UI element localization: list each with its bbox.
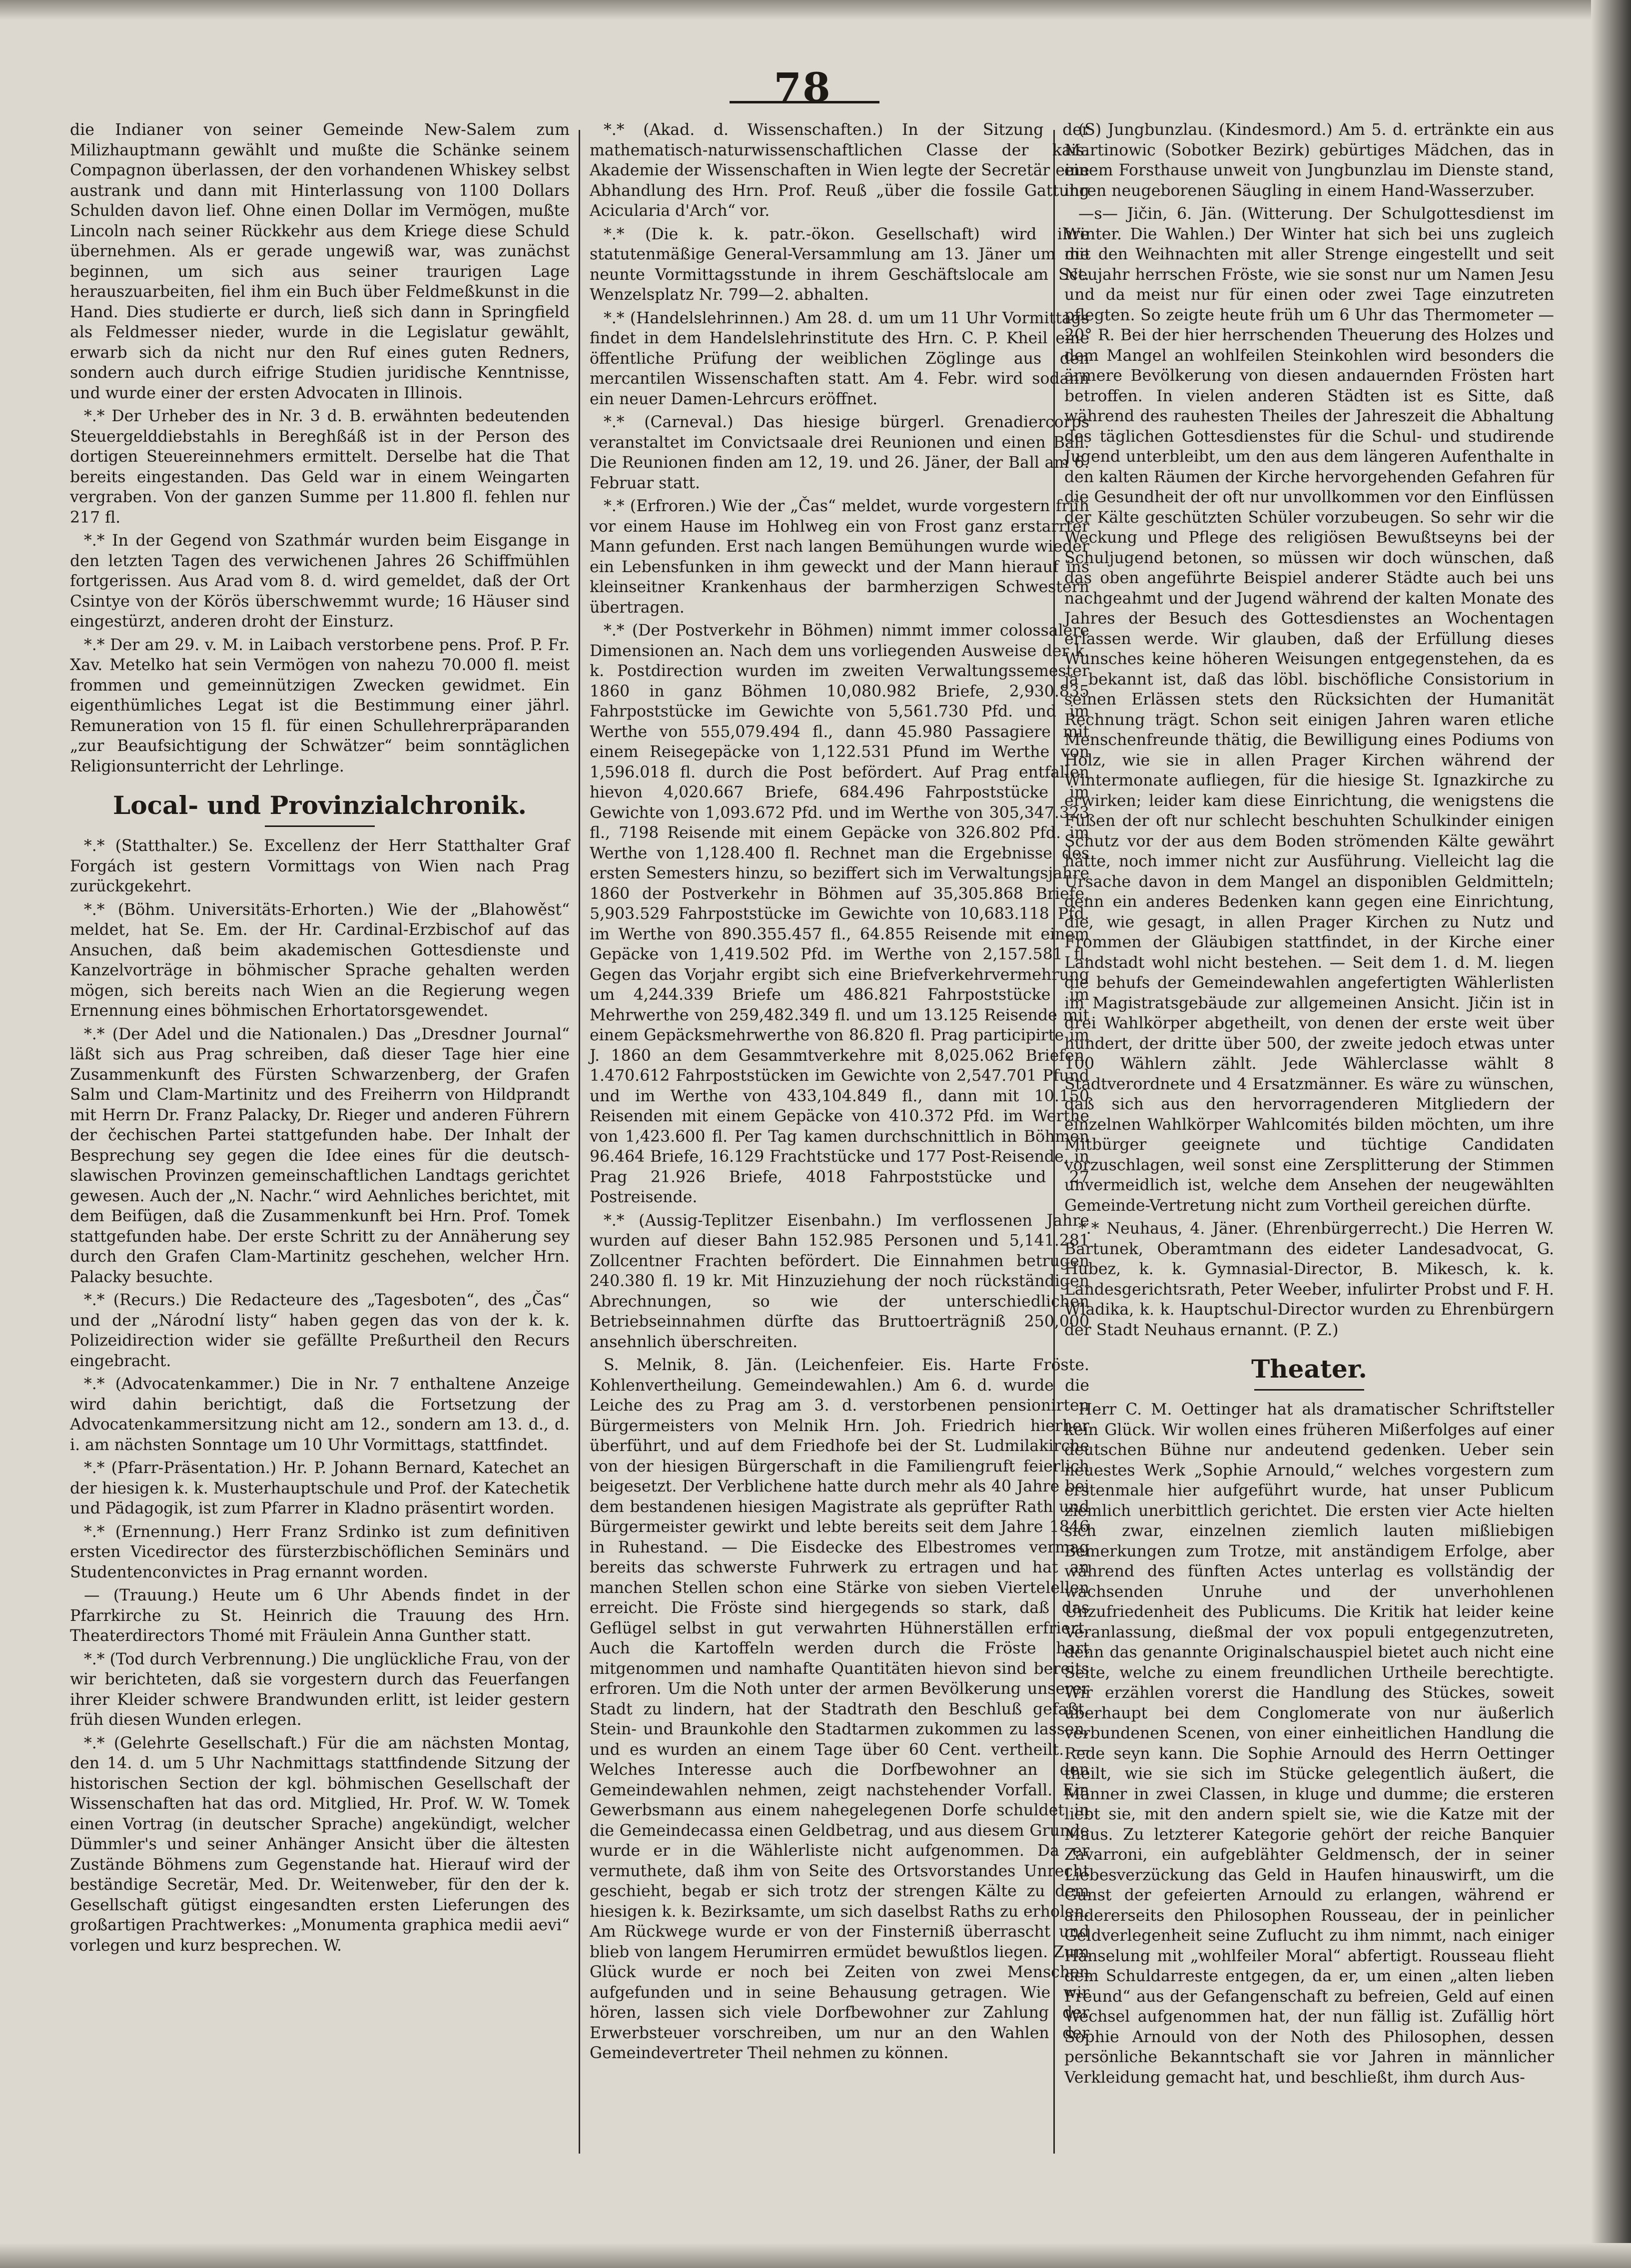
article-paragraph: *.* In der Gegend von Szathmár wurden beim Eisgange in den letzten Tagen des verwichenen Jahres 26 Schiffmühlen fortgerissen. Aus Arad vom 8. d. wird gemeldet, daß der Ort Csintye von der Körös überschwemmt wurde; 16 Häuser sind eingestürzt, anderen droht der Einsturz. [70, 532, 570, 631]
article-paragraph: *.* (Recurs.) Die Redacteure des „Tagesboten“, des „Čas“ und der „Národní listy“ haben gegen das von der k. k. Polizeidirection wider sie gefällte Preßurtheil den Recurs eingebracht. [70, 1291, 570, 1370]
section-title-theater: Theater. [1064, 1354, 1554, 1391]
article-paragraph: *.* (Böhm. Universitäts-Erhorten.) Wie der „Blahowěst“ meldet, hat Se. Em. der Hr. Cardinal-Erzbischof auf das Ansuchen, daß beim akademischen Gottesdienste und Kanzelvorträge in böhmischer Sprache gehalten werden mögen, sich bereits nach Wien an die Regierung wegen Ernennung eines böhmischen Erhortatorsgewendet. [70, 900, 570, 1020]
article-paragraph: Herr C. M. Oettinger hat als dramatischer Schriftsteller kein Glück. Wir wollen eines früheren Mißerfolges auf einer deutschen Bühne nur andeutend gedenken. Ueber sein neuestes Werk „Sophie Arnould,“ welches vorgestern zum erstenmale hier aufgeführt wurde, hat unser Publicum ziemlich unerbittlich gerichtet. Die ersten vier Acte hielten sich zwar, einzelnen ziemlich lauten mißliebigen Bemerkungen zum Trotze, mit anständigem Erfolge, aber während des fünften Actes unterlag es vollständig der wachsenden Unruhe und der unverhohlenen Unzufriedenheit des Publicums. Die Kritik hat leider keine Veranlassung, dießmal der vox populi entgegenzutreten, denn das genannte Originalschauspiel bietet auch nicht eine Seite, welche zu einem freundlichen Urtheile berechtigte. Wir erzählen vorerst die Handlung des Stückes, soweit überhaupt bei dem Conglomerate von nur äußerlich verbundenen Scenen, von einer einheitlichen Handlung die Rede seyn kann. Die Sophie Arnould des Herrn Oettinger theilt, wie sie sich im Stücke gelegentlich äußert, die Männer in zwei Classen, in kluge und dumme; die ersteren liebt sie, mit den andern spielt sie, wie die Katze mit der Maus. Zu letzterer Kategorie gehört der reiche Banquier Zavarroni, ein aufgeblähter Geldmensch, der in seiner Liebesverzückung das Geld in Haufen hinauswirft, um die Gunst der gefeierten Arnould zu erlangen, während er andererseits den Philosophen Rousseau, der in peinlicher Geldverlegenheit seine Zuflucht zu ihm nimmt, nach einiger Hänselung mit „wohlfeiler Moral“ abfertigt. Rousseau flieht dem Schuldarreste entgegen, da er, um einen „alten lieben Freund“ aus der Gefangenschaft zu befreien, Geld auf einen Wechsel aufgenommen hat, der nun fällig ist. Zufällig hört Sophie Arnould von der Noth des Philosophen, dessen persönliche Bekanntschaft sie vor Jahren in männlicher Verkleidung gemacht hat, und beschließt, ihm durch Aus- [1064, 1401, 1554, 2087]
article-paragraph: *.* (Pfarr-Präsentation.) Hr. P. Johann Bernard, Katechet an der hiesigen k. k. Musterhauptschule und Prof. der Katechetik und Pädagogik, ist zum Pfarrer in Kladno präsentirt worden. [70, 1459, 570, 1517]
scan-border-bottom [0, 2243, 1631, 2268]
column-1 [70, 120, 570, 1959]
article-paragraph: *.* Der am 29. v. M. in Laibach verstorbene pens. Prof. P. Fr. Xav. Metelko hat sein Vermögen von nahezu 70.000 fl. meist frommen und gemeinnützigen Zwecken gewidmet. Ein eigenthümliches Legat ist die Bestimmung einer jährl. Remuneration von 15 fl. für einen Schullehrerpräparanden „zur Beaufsichtigung der Schwätzer“ beim sonntäglichen Religionsunterricht der Lehrlinge. [70, 636, 570, 775]
article-paragraph: *.* (Advocatenkammer.) Die in Nr. 7 enthaltene Anzeige wird dahin berichtigt, daß die Fortsetzung der Advocatenkammersitzung nicht am 12., sondern am 13. d., d. i. am nächsten Sonntage um 10 Uhr Vormittags, stattfindet. [70, 1375, 570, 1454]
article-paragraph: *.* (Ernennung.) Herr Franz Srdinko ist zum definitiven ersten Vicedirector des fürsterzbischöflichen Seminärs und Studentenconvictes in Prag ernannt worden. [70, 1522, 570, 1581]
header-rule [730, 101, 879, 103]
scan-border-top [0, 0, 1631, 20]
article-paragraph: *.* (Akad. d. Wissenschaften.) In der Sitzung der mathematisch-naturwissenschaftlichen Classe der kais. Akademie der Wissenschaften in Wien legte der Secretär eine Abhandlung des Hrn. Prof. Reuß „über die fossile Gattung Acicularia d'Arch“ vor. [590, 121, 1089, 220]
article-paragraph: *.* (Aussig-Teplitzer Eisenbahn.) Im verflossenen Jahre wurden auf dieser Bahn 152.985 Personen und 5,141.281 Zollcentner Frachten befördert. Die Einnahmen betrugen 240.380 fl. 19 kr. Mit Hinzuziehung der noch rückständigen Abrechnungen, so wie der unterschiedlichen Betriebseinnahmen dürfte das Bruttoerträgniß 250,000 ansehnlich überschreiten. [590, 1211, 1089, 1351]
article-paragraph: *.* Neuhaus, 4. Jäner. (Ehrenbürgerrecht.) Die Herren W. Bartunek, Oberamtmann des eideter Landesadvocat, G. Hubez, k. k. Gymnasial-Director, B. Mikesch, k. k. Landesgerichtsrath, Peter Weeber, infulirter Probst und F. H. Wladika, k. k. Hauptschul-Director wurden zu Ehrenbürgern der Stadt Neuhaus ernannt. (P. Z.) [1064, 1220, 1554, 1339]
column-separator [579, 130, 580, 2154]
scan-border-right [1591, 0, 1631, 2268]
article-paragraph: *.* (Statthalter.) Se. Excellenz der Herr Statthalter Graf Forgách ist gestern Vormittags von Wien nach Prag zurückgekehrt. [70, 837, 570, 895]
article-paragraph: die Indianer von seiner Gemeinde New-Salem zum Milizhauptmann gewählt und mußte die Schänke seinem Compagnon überlassen, der den vorhandenen Whiskey selbst austrank und dann mit Hinterlassung von 1100 Dollars Schulden davon lief. Ohne einen Dollar im Vermögen, mußte Lincoln nach seiner Rückkehr aus dem Kriege diese Schuld übernehmen. Als er gerade ungewiß war, was zunächst beginnen, um sich aus seiner traurigen Lage herauszuarbeiten, fiel ihm ein Buch über Feldmeßkunst in die Hand. Dies studierte er durch, ließ sich dann in Springfield als Feldmesser nieder, wurde in die Legislatur gewählt, erwarb sich da nicht nur den Ruf eines guten Redners, sondern auch durch eifrige Studien juridische Kenntnisse, und wurde einer der ersten Advocaten in Illinois. [70, 121, 570, 402]
article-paragraph: *.* (Die k. k. patr.-ökon. Gesellschaft) wird ihre statutenmäßige General-Versammlung am 13. Jäner um die neunte Vormittagsstunde in ihrem Geschäftslocale am Sct. Wenzelsplatz Nr. 799—2. abhalten. [590, 225, 1089, 304]
article-paragraph: *.* (Erfroren.) Wie der „Čas“ meldet, wurde vorgestern früh vor einem Hause im Hohlweg ein von Frost ganz erstarrter Mann gefunden. Erst nach langen Bemühungen wurde wieder ein Lebensfunken in ihm geweckt und der Mann hierauf ins kleinseitner Krankenhaus der barmherzigen Schwestern übertragen. [590, 497, 1089, 617]
column-3 [1064, 120, 1554, 2091]
column-2 [590, 120, 1089, 2067]
article-paragraph: S. Melnik, 8. Jän. (Leichenfeier. Eis. Harte Fröste. Kohlenvertheilung. Gemeindewahlen.) Am 6. d. wurde die Leiche des zu Prag am 3. d. verstorbenen pensionirten Bürgermeisters von Melnik Hrn. Joh. Friedrich hierher überführt, und auf dem Friedhofe bei der St. Ludmilakirche von der hiesigen Bürgerschaft in die Familiengruft feierlich beigesetzt. Der Verblichene hatte durch mehr als 40 Jahre bei dem bestandenen hiesigen Magistrate als geprüfter Rath und Bürgermeister gewirkt und lebte bereits seit dem Jahre 1846 in Ruhestand. — Die Eisdecke des Elbestromes vermag bereits das schwerste Fuhrwerk zu ertragen und hat an manchen Stellen schon eine Stärke von sieben Viertelellen erreicht. Die Fröste sind hiergegends so stark, daß das Geflügel selbst in gut verwahrten Hühnerställen erfriert. Auch die Kartoffeln werden durch die Fröste hart mitgenommen und namhafte Quantitäten hievon sind bereits erfroren. Um die Noth unter der armen Bevölkerung unserer Stadt zu lindern, hat der Stadtrath den Beschluß gefaßt, Stein- und Braunkohle den Stadtarmen zukommen zu lassen, und es wurden an einem Tage über 60 Cent. vertheilt. — Welches Interesse auch die Dorfbewohner an den Gemeindewahlen nehmen, zeigt nachstehender Vorfall. Ein Gewerbsmann aus einem nahegelegenen Dorfe schuldet in die Gemeindecassa einen Geldbetrag, und aus diesem Grunde wurde er in die Wählerliste nicht aufgenommen. Da er vermuthete, daß ihm von Seite des Ortsvorstandes Unrecht geschieht, begab er sich trotz der strengen Kälte zu dem hiesigen k. k. Bezirksamte, um sich daselbst Raths zu erholen. Am Rückwege wurde er von der Finsterniß überrascht und blieb von langem Herumirren ermüdet bewußtlos liegen. Zum Glück wurde er noch bei Zeiten von zwei Menschen aufgefunden und in seine Behausung getragen. Wie wir hören, lassen sich viele Dorfbewohner zur Zahlung der Erwerbsteuer vorschreiben, um nur an den Wahlen der Gemeindevertreter Theil nehmen zu können. [590, 1356, 1089, 2062]
article-paragraph: *.* Der Urheber des in Nr. 3 d. B. erwähnten bedeutenden Steuergelddiebstahls in Bereghßáß ist in der Person des dortigen Steuereinnehmers ermittelt. Derselbe hat die That bereits eingestanden. Das Geld war in einem Weingarten vergraben. Von der ganzen Summe per 11.800 fl. fehlen nur 217 fl. [70, 407, 570, 527]
section-title-local-chronicle: Local- und Provinzialchronik. [70, 790, 570, 827]
article-paragraph: *.* (Der Postverkehr in Böhmen) nimmt immer colossalere Dimensionen an. Nach dem uns vorliegenden Ausweise der k. k. Postdirection wurden im zweiten Verwaltungssemester 1860 in ganz Böhmen 10,080.982 Briefe, 2,930.835 Fahrpoststücke im Gewichte von 5,561.730 Pfd. und im Werthe von 555,079.494 fl., dann 45.980 Passagiere mit einem Reisegepäcke von 1,122.531 Pfund im Werthe von 1,596.018 fl. durch die Post befördert. Auf Prag entfallen hievon 4,020.667 Briefe, 684.496 Fahrpoststücke im Gewichte von 1,093.672 Pfd. und im Werthe von 305,347.323 fl., 7198 Reisende mit einem Gepäcke von 326.802 Pfd. im Werthe von 1,128.400 fl. Rechnet man die Ergebnisse des ersten Semesters hinzu, so beziffert sich im Verwaltungsjahre 1860 der Postverkehr in Böhmen auf 35,305.868 Briefe, 5,903.529 Fahrpoststücke im Gewichte von 10,683.118 Pfd. im Werthe von 890.355.457 fl., 64.855 Reisende mit einem Gepäcke von 1,419.502 Pfd. im Werthe von 2,157.581 fl. Gegen das Vorjahr ergibt sich eine Briefverkehrvermehrung um 4,244.339 Briefe um 486.821 Fahrpoststücke im Mehrwerthe von 259,482.349 fl. und um 13.125 Reisende mit einem Gepäcksmehrwerthe von 86.820 fl. Prag participirte im J. 1860 an dem Gesammtverkehre mit 8,025.062 Briefen, 1.470.612 Fahrpoststücken im Gewichte von 2,547.701 Pfund und im Werthe von 433,104.849 fl., dann mit 10.150 Reisenden mit einem Gepäcke von 410.372 Pfd. im Werthe von 1,423.600 fl. Per Tag kamen durchschnittlich in Böhmen 96.464 Briefe, 16.129 Frachtstücke und 177 Post-Reisende, in Prag 21.926 Briefe, 4018 Fahrpoststücke und 27 Postreisende. [590, 622, 1089, 1206]
article-paragraph: —s— Jičin, 6. Jän. (Witterung. Der Schulgottesdienst im Winter. Die Wahlen.) Der Winter hat sich bei uns zugleich mit den Weihnachten mit aller Strenge eingestellt und seit Neujahr herrschen Fröste, wie sie sonst nur um Namen Jesu und da meist nur für einen oder zwei Tage einzutreten pflegten. So zeigte heute früh um 6 Uhr das Thermometer — 20° R. Bei der hier herrschenden Theuerung des Holzes und dem Mangel an wohlfeilen Steinkohlen wird besonders die ärmere Bevölkerung von diesen andauernden Frösten hart betroffen. In vielen anderen Städten ist es Sitte, daß während des rauhesten Theiles der Jahreszeit die Abhaltung des täglichen Gottesdienstes für die Schul- und studirende Jugend unterbleibt, um den aus dem längeren Aufenthalte in den kalten Räumen der Kirche hervorgehenden Gefahren für die Gesundheit der oft nur unvollkommen vor den Einflüssen der Kälte geschützten Schüler vorzubeugen. So sehr wir die Weckung und Pflege des religiösen Bewußtseyns bei der Schuljugend betonen, so müssen wir doch wünschen, daß das oben angeführte Beispiel anderer Städte auch bei uns nachgeahmt und der Jugend während der kalten Monate des Jahres der Besuch des Gottesdienstes an Wochentagen erlassen werde. Wir glauben, daß der Erfüllung dieses Wunsches keine höheren Weisungen entgegenstehen, da es ja bekannt ist, daß das löbl. bischöfliche Consistorium in seinen Erlässen stets den Rücksichten der Humanität Rechnung trägt. Schon seit einigen Jahren waren etliche Menschenfreunde thätig, die Bewilligung eines Podiums von Holz, wie sie in allen Prager Kirchen während der Wintermonate aufliegen, für die hiesige St. Ignazkirche zu erwirken; leider kam diese Einrichtung, die wenigstens die Füßen der oft nur schlecht beschuhten Schulkinder einigen Schutz vor der aus dem Boden strömenden Kälte gewährt hätte, noch immer nicht zur Ausführung. Vielleicht lag die Ursache davon in dem Mangel an disponiblen Geldmitteln; denn ein anderes Bedenken kann gegen eine Einrichtung, die, wie gesagt, in allen Prager Kirchen zu Nutz und Frommen der Gläubigen stattfindet, in der Kirche einer Landstadt wohl nicht bestehen. — Seit dem 1. d. M. liegen die behufs der Gemeindewahlen angefertigten Wählerlisten im Magistratsgebäude zur allgemeinen Ansicht. Jičin ist in drei Wahlkörper abgetheilt, von denen der erste weit über hundert, der dritte über 500, der zweite jedoch etwas unter 100 Wählern zählt. Jede Wählerclasse wählt 8 Stadtverordnete und 4 Ersatzmänner. Es wäre zu wünschen, daß sich aus den hervorragenderen Mitgliedern der einzelnen Wahlkörper Wahlcomités bilden möchten, um ihre Mitbürger geeignete und tüchtige Candidaten vorzuschlagen, weil sonst eine Zersplitterung der Stimmen unvermeidlich ist, welche dem Ansehen der neugewählten Gemeinde-Vertretung nicht zum Vortheil gereichen dürfte. [1064, 205, 1554, 1215]
page-number: 78 [774, 64, 831, 111]
article-paragraph: *.* (Tod durch Verbrennung.) Die unglückliche Frau, von der wir berichteten, daß sie vorgestern durch das Feuerfangen ihrer Kleider schwere Brandwunden erlitt, ist leider gestern früh diesen Wunden erlegen. [70, 1650, 570, 1729]
article-paragraph: *.* (Carneval.) Das hiesige bürgerl. Grenadiercorps veranstaltet im Convictsaale drei Reunionen und einen Ball. Die Reunionen finden am 12, 19. und 26. Jäner, der Ball am 6. Februar statt. [590, 413, 1089, 492]
article-paragraph: *.* (Gelehrte Gesellschaft.) Für die am nächsten Montag, den 14. d. um 5 Uhr Nachmittags stattfindende Sitzung der historischen Section der kgl. böhmischen Gesellschaft der Wissenschaften hat das ord. Mitglied, Hr. Prof. W. W. Tomek einen Vortrag (in deutscher Sprache) angekündigt, welcher Dümmler's und seiner Anhänger Ansicht über die ältesten Zustände Böhmens zum Gegenstande hat. Hierauf wird der beständige Secretär, Med. Dr. Weitenweber, für den der k. Gesellschaft gütigst eingesandten ersten Lieferungen des großartigen Prachtwerkes: „Monumenta graphica medii aevi“ vorlegen und kurz besprechen. W. [70, 1734, 570, 1955]
article-paragraph: (S) Jungbunzlau. (Kindesmord.) Am 5. d. ertränkte ein aus Martinowic (Sobotker Bezirk) gebürtiges Mädchen, das in einem Forsthause unweit von Jungbunzlau im Dienste stand, ihren neugeborenen Säugling in einem Hand-Wasserzuber. [1064, 121, 1554, 200]
article-paragraph: — (Trauung.) Heute um 6 Uhr Abends findet in der Pfarrkirche zu St. Heinrich die Trauung des Hrn. Theaterdirectors Thomé mit Fräulein Anna Gunther statt. [70, 1586, 570, 1645]
article-paragraph: *.* (Der Adel und die Nationalen.) Das „Dresdner Journal“ läßt sich aus Prag schreiben, daß dieser Tage hier eine Zusammenkunft des Fürsten Schwarzenberg, der Grafen Salm und Clam-Martinitz und des Freiherrn von Hildprandt mit Herrn Dr. Franz Palacky, Dr. Rieger und anderen Führern der čechischen Partei stattgefunden habe. Der Inhalt der Besprechung sey gegen die Idee eines für die deutsch-slawischen Provinzen gemeinschaftlichen Landtags gerichtet gewesen. Auch der „N. Nachr.“ wird Aehnliches berichtet, mit dem Beifügen, daß die Zusammenkunft bei Hrn. Prof. Tomek stattgefunden habe. Der erste Schritt zu der Annäherung sey durch den Grafen Clam-Martinitz geschehen, welcher Hrn. Palacky besuchte. [70, 1025, 570, 1286]
article-paragraph: *.* (Handelslehrinnen.) Am 28. d. um um 11 Uhr Vormittags findet in dem Handelslehrinstitute des Hrn. C. P. Kheil eine öffentliche Prüfung der weiblichen Zöglinge aus den mercantilen Wissenschaften statt. Am 4. Febr. wird sodann ein neuer Damen-Lehrcurs eröffnet. [590, 309, 1089, 408]
